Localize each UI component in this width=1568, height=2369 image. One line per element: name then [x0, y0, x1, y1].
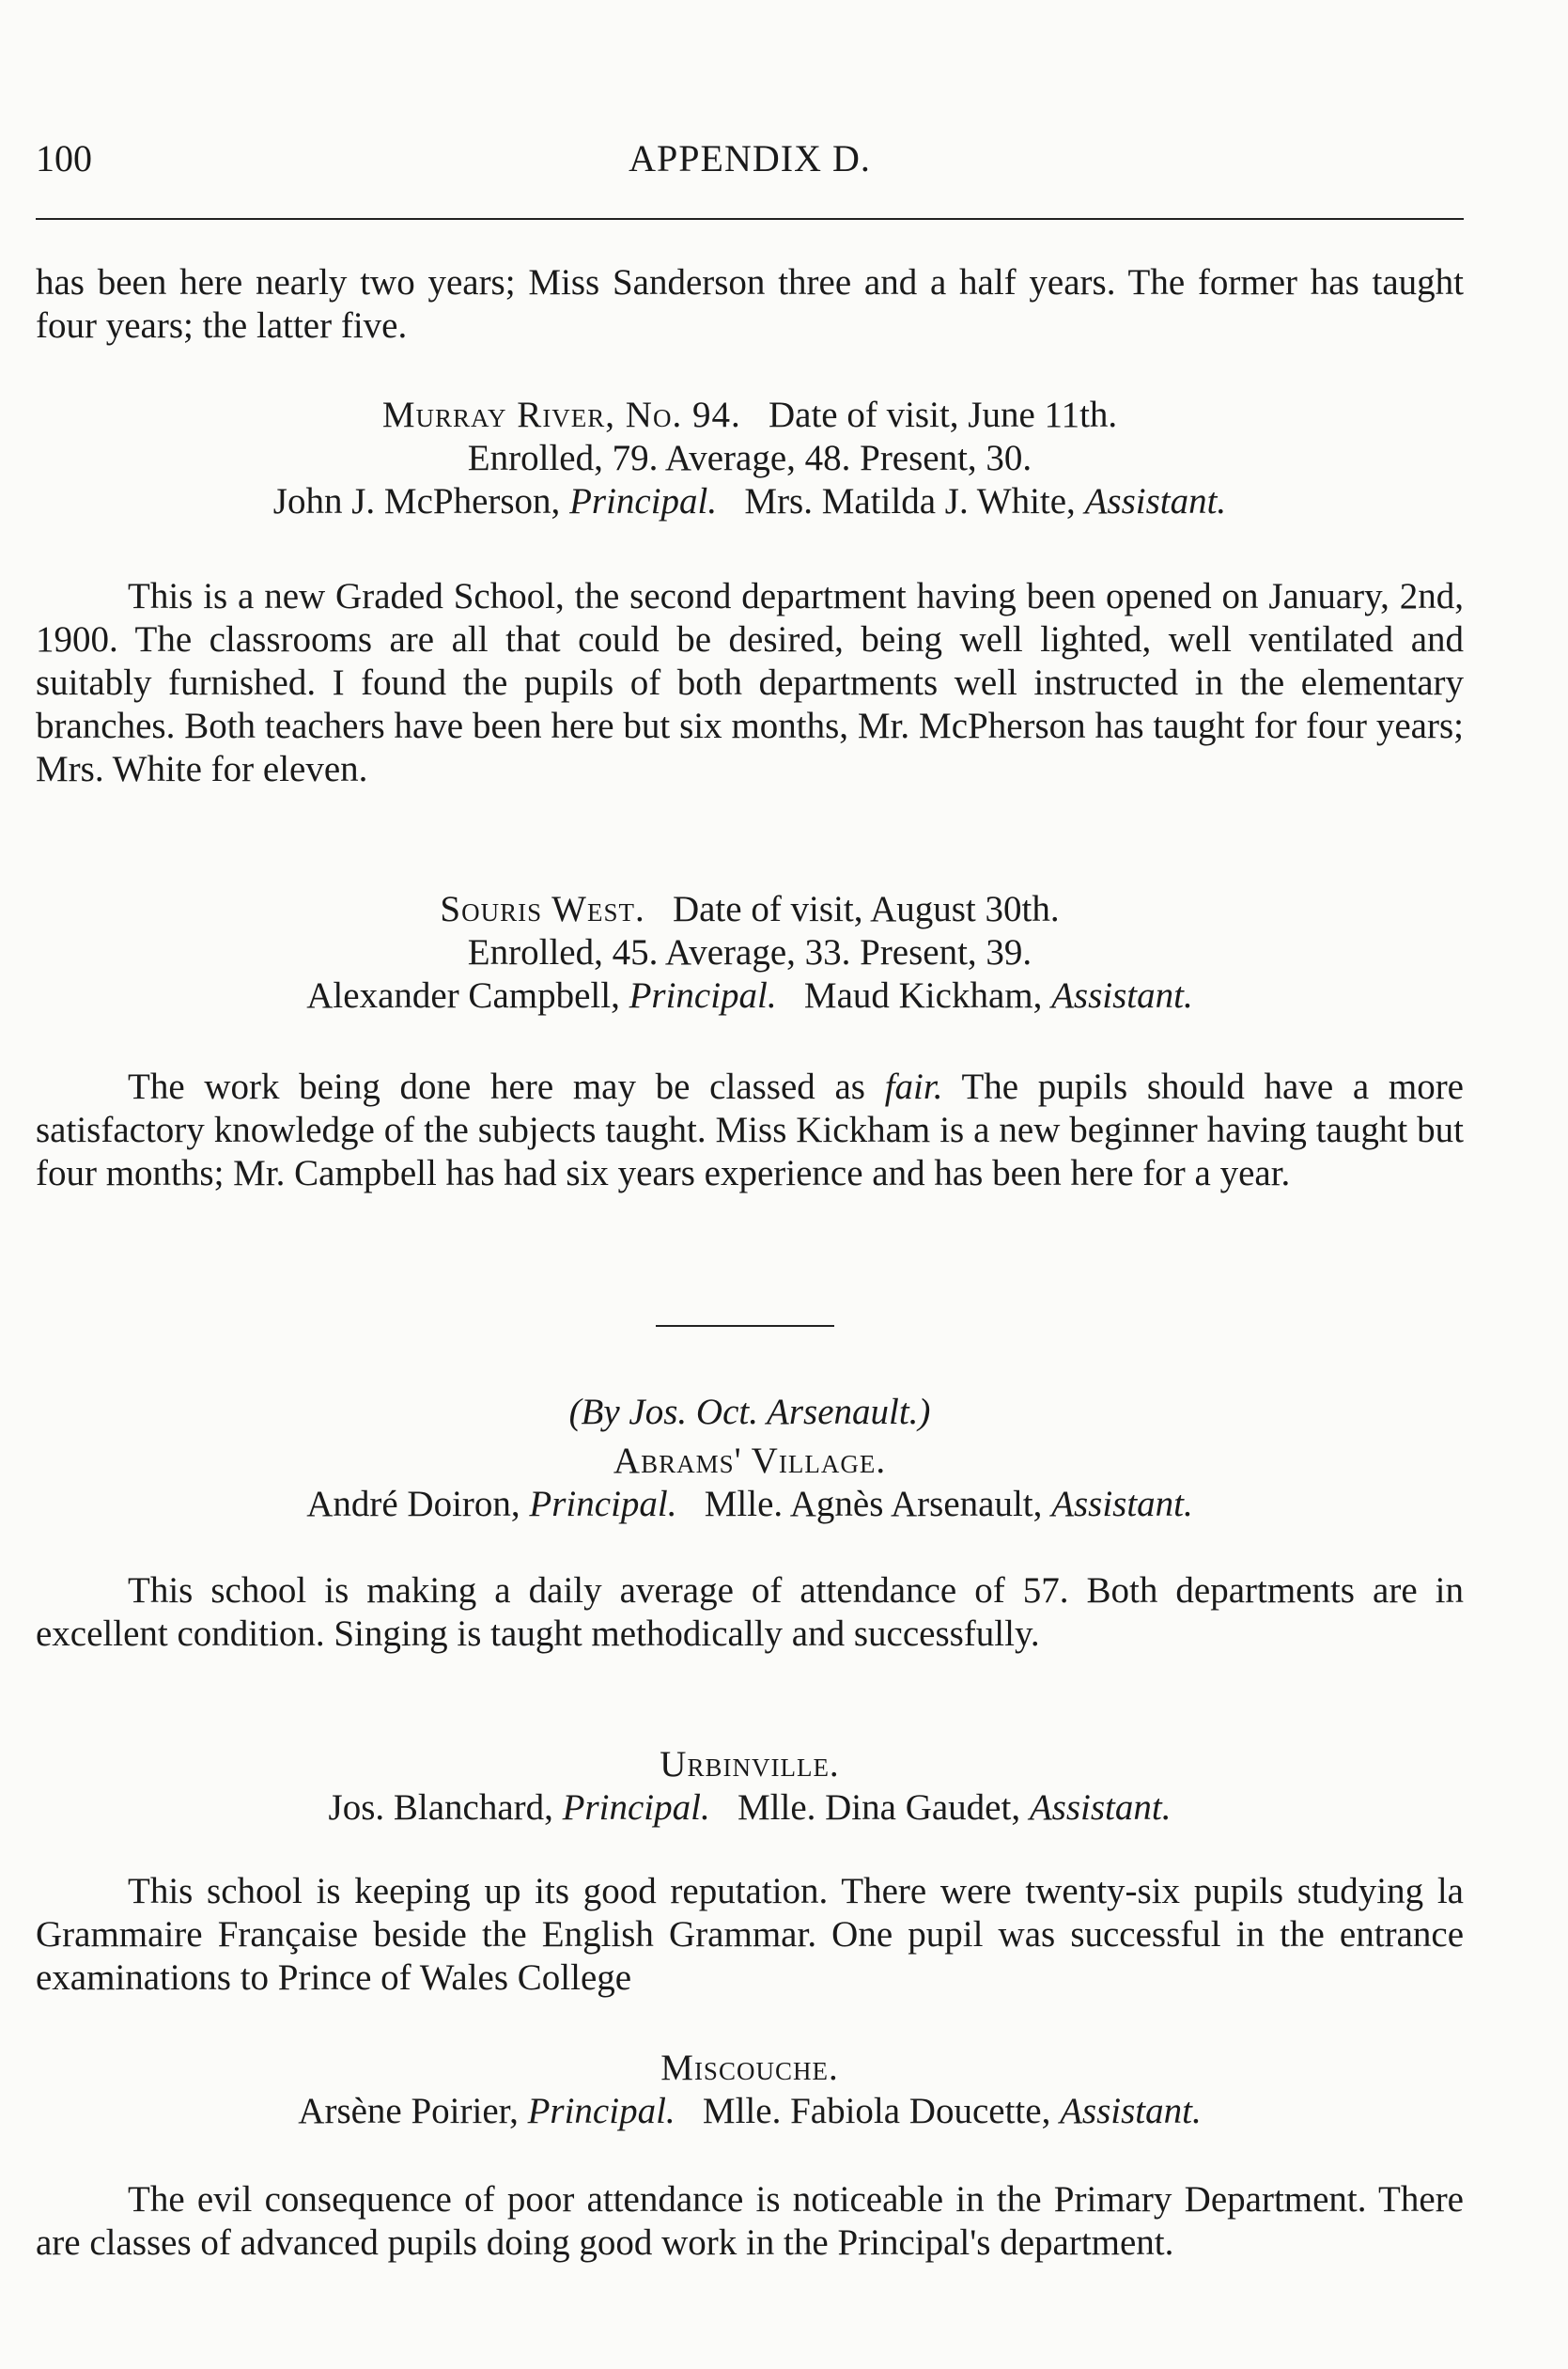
school-name: Urbinville.: [660, 1744, 840, 1785]
visit-date: Date of visit, June 11th.: [768, 395, 1118, 435]
staff-line: [36, 974, 1464, 1018]
abrams-village-body: [36, 1569, 1464, 1656]
urbinville-body: [36, 1870, 1464, 2000]
school-name: Souris West.: [440, 889, 645, 929]
assistant-role: Assistant.: [1029, 1787, 1172, 1828]
murray-river-body: [36, 575, 1464, 791]
principal-name: Alexander Campbell,: [306, 975, 620, 1016]
paragraph-text: The pupils should have a more satisfactory knowledge of the subjects taught. Miss Kickham is a new beginner having taught but four months; Mr. Campbell has had six years experience and has been here for a year.: [36, 1067, 1464, 1193]
byline-block: [36, 1391, 1464, 1434]
assistant-name: Maud Kickham,: [803, 975, 1043, 1016]
running-head: APPENDIX D.: [629, 137, 871, 179]
school-heading-line: [36, 394, 1464, 437]
souris-west-body: [36, 1066, 1464, 1195]
paragraph-italic: fair.: [884, 1067, 943, 1107]
section-paragraph: [36, 1066, 1464, 1195]
staff-line: [36, 2090, 1464, 2133]
section-paragraph: The evil consequence of poor attendance is noticeable in the Primary Department. There are classes of advanced pupils doing good work in the Principal's department.: [36, 2179, 1464, 2263]
school-heading-line: [36, 888, 1464, 931]
byline-line: [36, 1391, 1464, 1434]
section-souris-west: [36, 888, 1464, 1018]
staff-line: [36, 1786, 1464, 1830]
section-paragraph: This school is keeping up its good reputation. There were twenty-six pupils studying la Grammaire Française beside the English Grammar. One pupil was successful in the entrance examinations to Prince of Wales College: [36, 1871, 1464, 1998]
miscouche-body: [36, 2178, 1464, 2265]
principal-role: Principal.: [529, 1484, 677, 1524]
principal-name: Jos. Blanchard,: [328, 1787, 553, 1828]
principal-role: Principal.: [527, 2091, 675, 2131]
section-urbinville: [36, 1743, 1464, 1830]
assistant-role: Assistant.: [1051, 1484, 1193, 1524]
intro-paragraph: has been here nearly two years; Miss Sanderson three and a half years. The former has taught four years; the latter five.: [36, 262, 1464, 346]
principal-name: John J. McPherson,: [272, 481, 561, 522]
staff-line: [36, 1483, 1464, 1526]
visit-date: Date of visit, August 30th.: [672, 889, 1060, 929]
attendance-stats: Enrolled, 45. Average, 33. Present, 39.: [467, 932, 1032, 973]
attendance-stats: Enrolled, 79. Average, 48. Present, 30.: [467, 438, 1032, 478]
assistant-role: Assistant.: [1060, 2091, 1202, 2131]
assistant-role: Assistant.: [1051, 975, 1193, 1016]
assistant-name: Mlle. Dina Gaudet,: [737, 1787, 1021, 1828]
paragraph-text: The work being done here may be classed as: [128, 1067, 885, 1107]
section-abrams-village: [36, 1440, 1464, 1526]
school-name: Miscouche.: [660, 2048, 839, 2088]
school-name: Murray River, No. 94.: [381, 395, 741, 435]
page-header: [36, 137, 1464, 184]
byline: (By Jos. Oct. Arsenault.): [568, 1392, 931, 1432]
section-paragraph: This school is making a daily average of attendance of 57. Both departments are in excellent condition. Singing is taught methodically and successfully.: [36, 1570, 1464, 1654]
principal-role: Principal.: [562, 1787, 710, 1828]
principal-role: Principal.: [629, 975, 777, 1016]
section-paragraph: This is a new Graded School, the second department having been opened on January, 2nd, 1900. The classrooms are all that could be desired, being well lighted, well ventilated and suitably furnished. I found the pupils of both departments well instructed in the elementary branches. Both teachers have been here but six months, Mr. McPherson has taught for four years; Mrs. White for eleven.: [36, 576, 1464, 789]
assistant-role: Assistant.: [1084, 481, 1227, 522]
school-name: Abrams' Village.: [613, 1441, 887, 1481]
principal-name: André Doiron,: [306, 1484, 520, 1524]
page-number: 100: [36, 137, 92, 179]
section-miscouche: [36, 2047, 1464, 2133]
assistant-name: Mlle. Agnès Arsenault,: [704, 1484, 1043, 1524]
assistant-name: Mrs. Matilda J. White,: [744, 481, 1076, 522]
assistant-name: Mlle. Fabiola Doucette,: [702, 2091, 1051, 2131]
staff-line: [36, 480, 1464, 523]
principal-name: Arsène Poirier,: [298, 2091, 519, 2131]
section-murray-river: [36, 394, 1464, 523]
section-separator: [656, 1325, 834, 1327]
header-rule: [36, 218, 1464, 220]
principal-role: Principal.: [569, 481, 718, 522]
intro-block: [36, 261, 1464, 348]
